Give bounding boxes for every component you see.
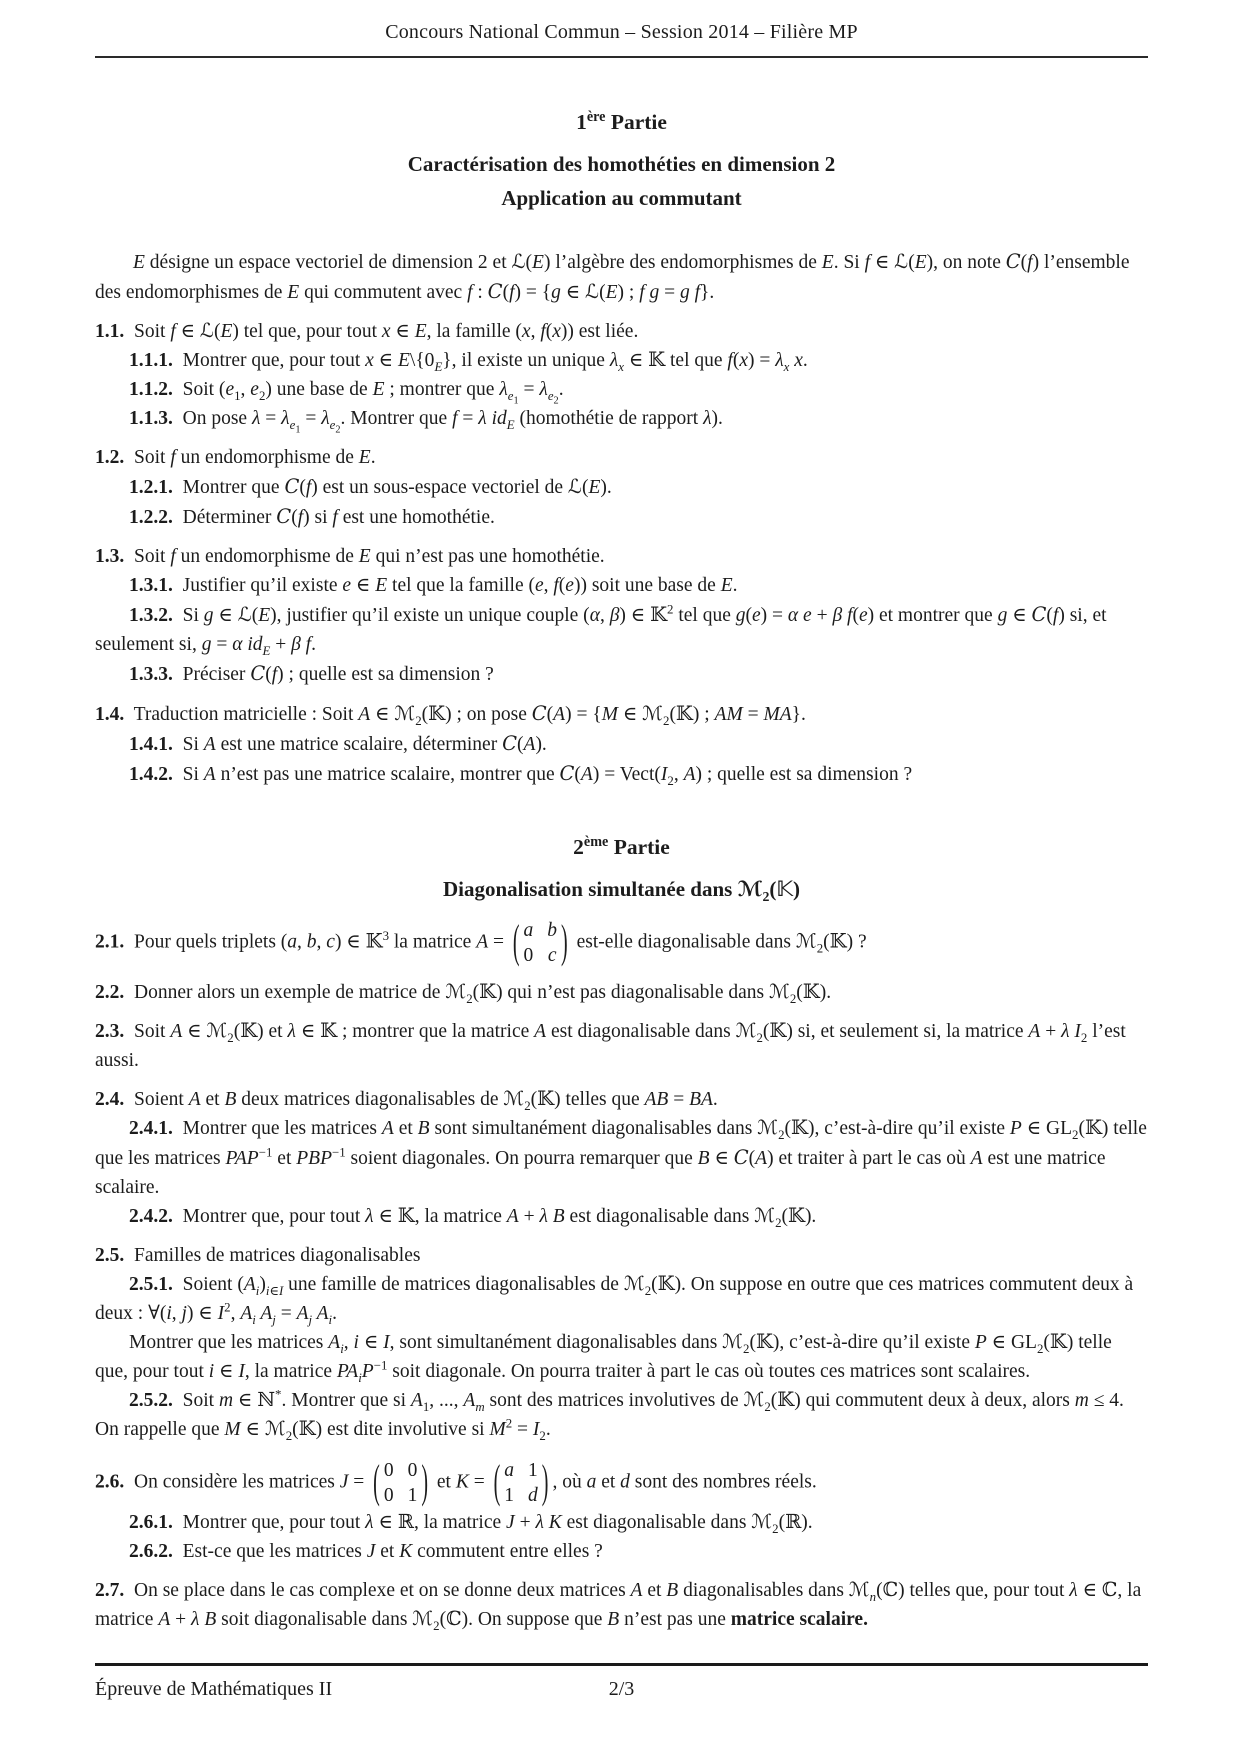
question-2-6-1: 2.6.1. Montrer que, pour tout λ ∈ ℝ, la matrice J + λ K est diagonalisable dans ℳ$_2$(ℝ).: [129, 1512, 813, 1536]
question-1-4-1: 1.4.1. Si A est une matrice scalaire, déterminer C(A).: [129, 732, 547, 755]
question-2-1: 2.1. Pour quels triplets (a, b, c) ∈ 𝕂$^3$ la matrice A = ( a b 0 c ) est-elle diagonalisable dans ℳ$_2$(𝕂) ?: [95, 915, 867, 968]
question-2-5-1: 2.5.1. Soient $(A_i)_{i\in I}$ une famille de matrices diagonalisables de ℳ$_2$(𝕂). On suppose en outre que ces matrices commutent deux à deux : ∀(i, j) ∈ $I^2$, $A_i$ $A_j = A_j$ $A_i$.: [95, 1274, 1134, 1327]
question-2-4-2: 2.4.2. Montrer que, pour tout λ ∈ 𝕂, la matrice A + λ B est diagonalisable dans ℳ$_2$(𝕂).: [129, 1206, 817, 1230]
question-2-5: 2.5. Familles de matrices diagonalisables: [95, 1245, 421, 1266]
question-2-4: 2.4. Soient A et B deux matrices diagonalisables de ℳ$_2$(𝕂) telles que AB = BA.: [95, 1089, 718, 1113]
question-2-5-1-continuation: Montrer que les matrices $A_i$, i ∈ I, sont simultanément diagonalisables dans ℳ$_2$(𝕂), c’est-à-dire qu’il existe P ∈ $GL_2(𝕂)$ telle que, pour tout i ∈ I, la matrice $PA_iP^{-1}$ soit diagonale. On pourra traiter à part le cas où toutes ces matrices sont scalaires.: [95, 1332, 1112, 1385]
question-1-1-1: 1.1.1. Montrer que, pour tout x ∈ $E\backslash\{0_E\}$, il existe un unique $\lambda_x$ ∈ 𝕂 tel que $f(x) = \lambda_x$ x.: [129, 350, 808, 374]
question-1-2-2: 1.2.2. Déterminer C(f) si f est une homothétie.: [129, 505, 495, 528]
question-2-2: 2.2. Donner alors un exemple de matrice de ℳ$_2$(𝕂) qui n’est pas diagonalisable dans ℳ$_2$(𝕂).: [95, 982, 832, 1006]
part1-subtitle-2: Application au commutant: [501, 186, 742, 210]
question-1-1-3: 1.1.3. On pose $\lambda = \lambda_{e_1} = \lambda_{e_2}$. Montrer que f = λ $id_E$ (homothétie de rapport λ).: [129, 408, 723, 436]
question-1-3-3: 1.3.3. Préciser C(f) ; quelle est sa dimension ?: [129, 662, 494, 685]
part1-intro: E désigne un espace vectoriel de dimension 2 et ℒ(E) l’algèbre des endomorphismes de E. Si f ∈ ℒ(E), on note C(f) l’ensemble des endomorphismes de E qui commutent avec f : C(f) = {g ∈ ℒ(E) ; f g = g f}.: [95, 250, 1130, 303]
question-2-5-2: 2.5.2. Soit m ∈ ℕ*. Montrer que si $A_1$, ..., $A_m$ sont des matrices involutives de ℳ$_2$(𝕂) qui commutent deux à deux, alors m ≤ 4. On rappelle que M ∈ ℳ$_2$(𝕂) est dite involutive si $M^2 = I_2$.: [95, 1387, 1124, 1443]
footer-page-number: 2/3: [608, 1678, 635, 1700]
footer-exam-name: Épreuve de Mathématiques II: [95, 1678, 333, 1700]
question-2-3: 2.3. Soit A ∈ ℳ$_2$(𝕂) et λ ∈ 𝕂 ; montrer que la matrice A est diagonalisable dans ℳ$_2$(𝕂) si, et seulement si, la matrice A + λ $I_2$ l’est aussi.: [95, 1021, 1126, 1071]
part1-subtitle-1: Caractérisation des homothéties en dimension 2: [407, 152, 836, 176]
question-1-4: 1.4. Traduction matricielle : Soit A ∈ ℳ$_2$(𝕂) ; on pose C(A) = {M ∈ ℳ$_2$(𝕂) ; AM = MA}.: [95, 702, 806, 728]
question-1-3-1: 1.3.1. Justifier qu’il existe e ∈ E tel que la famille (e, f(e)) soit une base de E.: [129, 575, 738, 596]
part2-subtitle: Diagonalisation simultanée dans ℳ$_2$(𝕂): [442, 877, 801, 905]
question-2-4-1: 2.4.1. Montrer que les matrices A et B sont simultanément diagonalisables dans ℳ$_2$(𝕂), c’est-à-dire qu’il existe P ∈ $GL_2(𝕂)$ telle que les matrices $PAP^{-1}$ et $PBP^{-1}$ soient diagonales. On pourra remarquer que B ∈ C(A) et traiter à part le cas où A est une matrice scalaire.: [95, 1118, 1147, 1198]
question-2-6-2: 2.6.2. Est-ce que les matrices J et K commutent entre elles ?: [129, 1541, 603, 1562]
page-footer: [95, 1663, 1148, 1704]
header-rule: [95, 56, 1148, 58]
part2-title: 2ème Partie: [573, 833, 670, 859]
question-1-4-2: 1.4.2. Si A n’est pas une matrice scalaire, montrer que $C(A) = Vect(I_2$, A) ; quelle est sa dimension ?: [129, 762, 913, 788]
question-1-1: 1.1. Soit f ∈ ℒ(E) tel que, pour tout x ∈ E, la famille (x, f(x)) est liée.: [95, 321, 639, 342]
question-2-7: 2.7. On se place dans le cas complexe et on se donne deux matrices A et B diagonalisables dans ℳ$_n$(ℂ) telles que, pour tout λ ∈ ℂ, la matrice A + λ B soit diagonalisable dans ℳ$_2$(ℂ). On suppose que B n’est pas une matrice scalaire.: [95, 1580, 1142, 1633]
question-1-3: 1.3. Soit f un endomorphisme de E qui n’est pas une homothétie.: [95, 546, 605, 567]
question-1-2: 1.2. Soit f un endomorphisme de E.: [95, 447, 376, 468]
question-1-2-1: 1.2.1. Montrer que C(f) est un sous-espace vectoriel de ℒ(E).: [129, 475, 612, 498]
question-2-6: 2.6. On considère les matrices J = ( 0 0 0 1 ) et K = ( a 1 1 d ) , où a et d sont des nombres réels.: [95, 1455, 817, 1508]
question-1-1-2: 1.1.2. Soit ($e_1$, $e_2$) une base de E ; montrer que $\lambda_{e_1} = \lambda_{e_2}$.: [129, 379, 564, 407]
running-header: Concours National Commun – Session 2014 – Filière MP: [385, 21, 858, 43]
question-1-3-2: 1.3.2. Si g ∈ ℒ(E), justifier qu’il existe un unique couple (α, β) ∈ 𝕂$^2$ tel que g(e) = α e + β f(e) et montrer que g ∈ C(f) si, et seulement si, g = α $id_E + \beta$ f.: [95, 602, 1107, 658]
part1-title: 1ère Partie: [576, 108, 667, 134]
